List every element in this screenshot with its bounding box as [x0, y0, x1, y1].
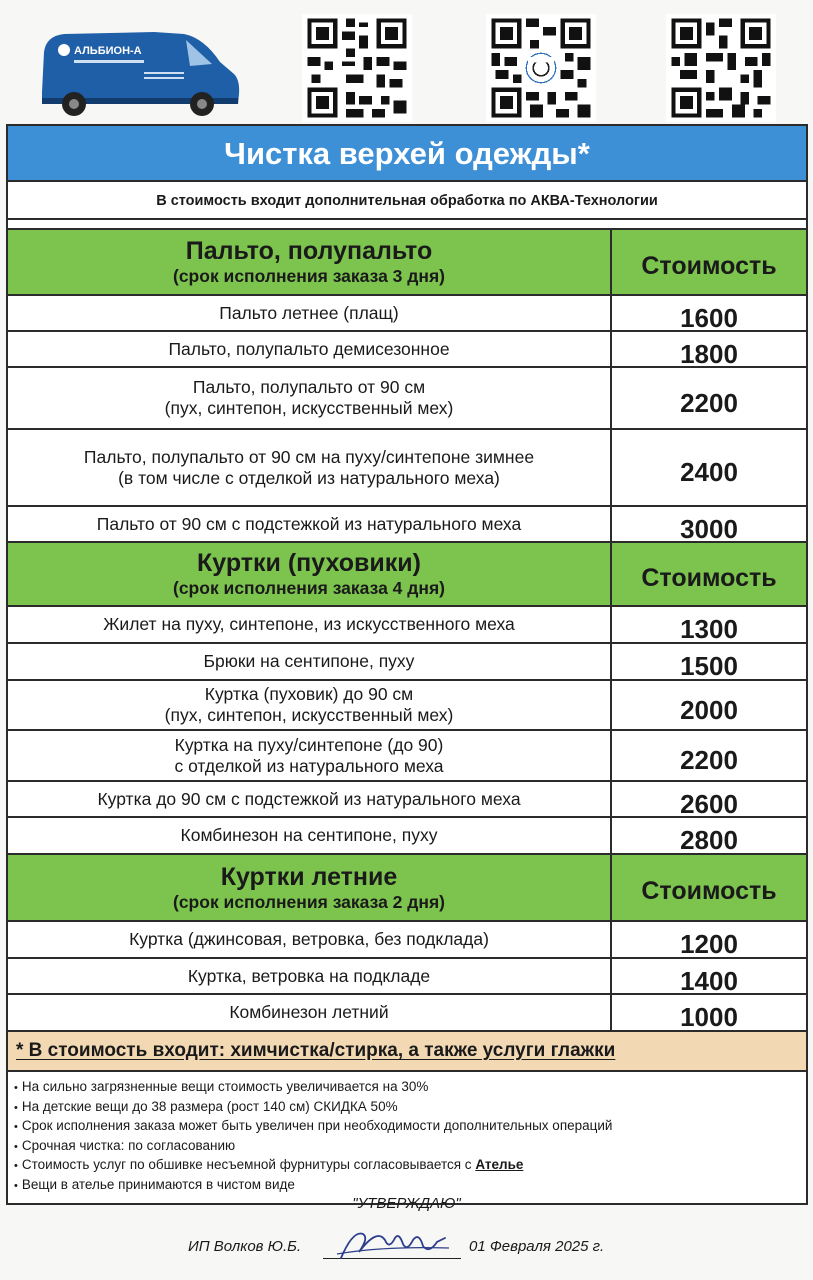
list-item: • На сильно загрязненные вещи стоимость увеличивается на 30% [14, 1078, 800, 1098]
list-item [14, 1156, 800, 1176]
section-heading [8, 855, 612, 920]
signature-block [188, 1230, 648, 1270]
item-price: 2800 [680, 825, 738, 855]
section-header-coats [8, 230, 806, 296]
van-image [34, 22, 244, 118]
approval-date: 01 Февраля 2025 г. [469, 1238, 605, 1255]
item-price: 2600 [680, 788, 738, 819]
qr-code-icon [666, 14, 776, 122]
item-name: Куртка (джинсовая, ветровка, без подклада) [8, 922, 612, 957]
item-price: 1600 [680, 302, 738, 333]
item-price: 1800 [680, 338, 738, 369]
item-name: Пальто от 90 см с подстежкой из натурального меха [8, 507, 612, 541]
item-name: Куртка, ветровка на подкладе [8, 959, 612, 993]
included-text: * В стоимость входит: химчистка/стирка, а также услуги глажки [16, 1040, 616, 1061]
table-row [8, 607, 806, 644]
price-column-header: Стоимость [641, 251, 777, 280]
atelier-link[interactable]: Ателье [475, 1157, 524, 1172]
table-row [8, 296, 806, 332]
item-name: Куртка на пуху/синтепоне (до 90) с отделкой из натурального меха [8, 731, 612, 780]
section-heading [8, 230, 612, 294]
table-row [8, 332, 806, 368]
price-column-header: Стоимость [641, 877, 777, 905]
qr-code-icon [486, 14, 596, 122]
item-price: 2200 [680, 745, 738, 775]
list-item: • Срочная чистка: по согласованию [14, 1137, 800, 1157]
van-brand: АЛЬБИОН-А [74, 45, 142, 57]
list-item: • Вещи в ателье принимаются в чистом виде [14, 1176, 800, 1196]
table-row [8, 507, 806, 543]
list-item: • На детские вещи до 38 размера (рост 140 см) СКИДКА 50% [14, 1098, 800, 1118]
item-name: Куртка (пуховик) до 90 см (пух, синтепон, искусственный мех) [8, 681, 612, 729]
item-name: Куртка до 90 см с подстежкой из натурального меха [8, 782, 612, 816]
item-price: 3000 [680, 513, 738, 544]
table-row [8, 782, 806, 818]
header-strip [0, 0, 813, 124]
table-row [8, 430, 806, 507]
item-price: 2200 [680, 387, 738, 418]
item-name: Комбинезон на сентипоне, пуху [8, 818, 612, 853]
item-name: Пальто летнее (плащ) [8, 296, 612, 330]
table-row [8, 644, 806, 681]
signature-icon [333, 1224, 453, 1264]
subtitle: В стоимость входит дополнительная обработка по АКВА-Технологии [8, 182, 806, 220]
table-row [8, 368, 806, 430]
table-row [8, 922, 806, 959]
qr-code-icon [302, 14, 412, 122]
notes-list [8, 1072, 806, 1205]
section-title: Куртки летние [220, 862, 398, 891]
table-row [8, 959, 806, 995]
item-name: Пальто, полупальто от 90 см (пух, синтепон, искусственный мех) [8, 368, 612, 428]
approval-heading: "УТВЕРЖДАЮ" [352, 1195, 461, 1212]
table-row [8, 731, 806, 782]
section-term: (срок исполнения заказа 2 дня) [173, 891, 445, 912]
included-services-banner [8, 1032, 806, 1072]
item-name: Комбинезон летний [8, 995, 612, 1030]
page-title: Чистка верхей одежды* [8, 126, 806, 182]
item-price: 1200 [680, 929, 738, 959]
item-price: 2000 [680, 694, 738, 725]
item-price: 1300 [680, 614, 738, 644]
item-price: 1400 [680, 965, 738, 996]
item-name: Пальто, полупальто от 90 см на пуху/синтепоне зимнее (в том числе с отделкой из натурального меха) [8, 430, 612, 505]
item-name: Пальто, полупальто демисезонное [8, 332, 612, 366]
section-header-summer-jackets [8, 855, 806, 922]
section-header-jackets [8, 543, 806, 607]
section-title: Пальто, полупальто [185, 237, 433, 265]
item-name: Брюки на сентипоне, пуху [8, 644, 612, 679]
note-atelier-prefix: Стоимость услуг по обшивке несъемной фурнитуры согласовывается с [21, 1157, 476, 1172]
price-column-header: Стоимость [641, 563, 777, 592]
section-term: (срок исполнения заказа 3 дня) [173, 266, 445, 286]
price-sheet [6, 124, 808, 1205]
section-heading [8, 543, 612, 605]
section-term: (срок исполнения заказа 4 дня) [173, 578, 445, 598]
section-title: Куртки (пуховики) [197, 549, 421, 577]
signer-name: ИП Волков Ю.Б. [188, 1238, 302, 1255]
table-row [8, 995, 806, 1032]
list-item: • Срок исполнения заказа может быть увеличен при необходимости дополнительных операций [14, 1117, 800, 1137]
item-name: Жилет на пуху, синтепоне, из искусственного меха [8, 607, 612, 642]
item-price: 2400 [680, 457, 738, 487]
item-price: 1500 [680, 651, 738, 681]
table-row [8, 681, 806, 731]
table-row [8, 818, 806, 855]
spacer [8, 220, 806, 230]
item-price: 1000 [680, 1002, 738, 1032]
